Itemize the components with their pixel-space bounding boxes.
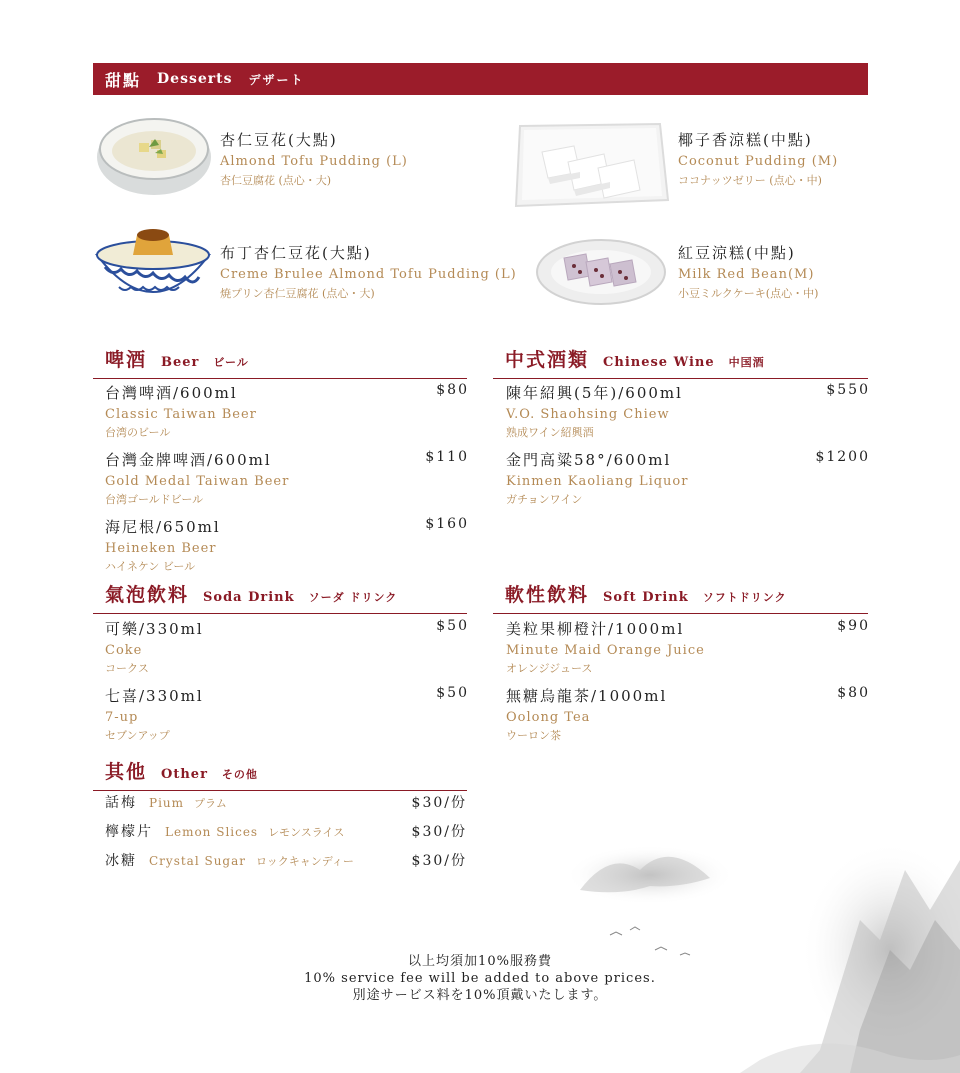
item-price: $550 (826, 382, 870, 398)
item-price: $80 (837, 685, 870, 701)
item-name-en: Kinmen Kaoliang Liquor (506, 474, 689, 489)
item-name-jp: ウーロン茶 (506, 729, 561, 742)
section-title-en: Chinese Wine (603, 355, 715, 370)
item-name-en: Oolong Tea (506, 710, 591, 725)
section-title-en: Other (161, 767, 208, 782)
dessert-name-zh: 布丁杏仁豆花(大點) (220, 244, 372, 262)
item-name-en: Coke (105, 643, 143, 658)
section-title-en: Soft Drink (603, 590, 689, 605)
section-title-zh: 其他 (105, 761, 148, 783)
item-name-en: Pium (149, 796, 185, 810)
item-name: 無糖烏龍茶/1000ml (506, 687, 668, 705)
service-fee-jp: 別途サービス料を10%頂戴いたします。 (352, 988, 608, 1003)
item-name-en: Heineken Beer (105, 541, 217, 556)
item-name-en: Classic Taiwan Beer (105, 407, 257, 422)
item-name-en: Minute Maid Orange Juice (506, 643, 705, 658)
item-name-jp: コークス (105, 662, 149, 675)
item-price: $30/份 (411, 824, 467, 840)
menu-item (506, 449, 870, 507)
menu-item (105, 382, 469, 440)
dessert-name-zh: 紅豆涼糕(中點) (678, 244, 796, 262)
item-price: $30/份 (411, 853, 467, 869)
item-name: 海尼根/650ml (105, 518, 221, 536)
dessert-name-en: Creme Brulee Almond Tofu Pudding (L) (220, 267, 517, 282)
red-bean-cake-image (536, 236, 666, 306)
item-name: 可樂/330ml (105, 620, 204, 638)
item-name-en: V.O. Shaohsing Chiew (506, 407, 670, 422)
section-title-zh: 中式酒類 (505, 349, 590, 371)
service-fee-en: 10% service fee will be added to above prices. (304, 971, 656, 986)
item-name-en: Gold Medal Taiwan Beer (105, 474, 290, 489)
section-title-zh: 氣泡飲料 (105, 584, 190, 606)
item-name-jp: 台湾ゴールドビール (105, 493, 204, 506)
section-title-zh: 軟性飲料 (505, 584, 590, 606)
item-name-jp: レモンスライス (268, 826, 345, 839)
desserts-title-jp: デザート (248, 72, 305, 87)
item-name: 美粒果柳橙汁/1000ml (506, 620, 685, 638)
item-price: $50 (436, 685, 469, 701)
dessert-name-zh: 杏仁豆花(大點) (220, 131, 338, 149)
creme-brulee-bowl-image (93, 219, 213, 311)
item-name-jp: ロックキャンディー (256, 855, 354, 868)
item-price: $50 (436, 618, 469, 634)
item-name-en: 7-up (105, 710, 139, 725)
item-name: 冰糖 (105, 853, 137, 869)
item-price: $90 (837, 618, 870, 634)
item-name: 陳年紹興(5年)/600ml (506, 384, 683, 402)
section-title-jp: ソーダ ドリンク (308, 591, 398, 604)
item-price: $80 (436, 382, 469, 398)
beer-section-title (93, 345, 467, 379)
service-fee-zh: 以上均須加10%服務費 (408, 954, 552, 969)
item-name: 台灣啤酒/600ml (105, 384, 238, 402)
dessert-name-jp: 小豆ミルクケーキ(点心・中) (678, 287, 819, 300)
menu-item (506, 382, 870, 440)
item-name: 七喜/330ml (105, 687, 204, 705)
item-name-jp: 熟成ワイン紹興酒 (506, 426, 594, 439)
menu-item (506, 618, 870, 676)
menu-item (506, 685, 870, 743)
section-title-jp: 中国酒 (728, 356, 765, 369)
section-title-jp: ソフトドリンク (702, 591, 787, 604)
item-name: 台灣金牌啤酒/600ml (105, 451, 272, 469)
other-section-title (93, 757, 467, 791)
section-title-en: Soda Drink (203, 590, 295, 605)
item-price: $30/份 (411, 795, 467, 811)
dessert-name-jp: 焼プリン杏仁豆腐花 (点心・大) (220, 287, 375, 300)
section-title-jp: その他 (221, 768, 258, 781)
service-fee-note (0, 953, 960, 1004)
dessert-name-jp: ココナッツゼリー (点心・中) (678, 174, 822, 187)
menu-item (105, 685, 469, 743)
item-name-jp: 台湾のビール (105, 426, 171, 439)
other-item (105, 821, 467, 841)
item-name: 話梅 (105, 795, 137, 811)
almond-tofu-pudding-image (95, 113, 213, 201)
menu-item (105, 618, 469, 676)
desserts-title-en: Desserts (157, 71, 233, 87)
section-title-jp: ビール (213, 356, 249, 369)
dessert-name-jp: 杏仁豆腐花 (点心・大) (220, 174, 332, 187)
soda-section-title (93, 580, 467, 614)
menu-item (105, 449, 469, 507)
menu-item (105, 516, 469, 574)
other-item (105, 792, 467, 812)
coconut-pudding-image (514, 120, 670, 212)
item-price: $160 (425, 516, 469, 532)
item-price: $1200 (815, 449, 870, 465)
desserts-banner (93, 63, 868, 95)
ink-mountain-decoration (560, 830, 960, 1073)
desserts-title-zh: 甜點 (105, 70, 142, 90)
dessert-name-en: Coconut Pudding (M) (678, 154, 839, 169)
dessert-name-en: Almond Tofu Pudding (L) (220, 154, 408, 169)
item-price: $110 (425, 449, 469, 465)
section-title-zh: 啤酒 (105, 349, 148, 371)
dessert-name-en: Milk Red Bean(M) (678, 267, 815, 282)
item-name-jp: プラム (194, 797, 227, 810)
item-name-jp: オレンジジュース (506, 662, 593, 675)
item-name-en: Lemon Slices (165, 825, 259, 839)
section-title-en: Beer (161, 355, 200, 370)
item-name-en: Crystal Sugar (149, 854, 247, 868)
item-name-jp: ハイネケン ビール (105, 560, 196, 573)
other-item (105, 850, 467, 870)
soft-drink-section-title (493, 580, 868, 614)
chinese-wine-section-title (493, 345, 868, 379)
dessert-name-zh: 椰子香涼糕(中點) (678, 131, 813, 149)
item-name: 檸檬片 (105, 824, 153, 840)
item-name-jp: セブンアップ (105, 729, 170, 742)
item-name-jp: ガチョンワイン (506, 493, 583, 506)
item-name: 金門高粱58°/600ml (506, 451, 672, 469)
